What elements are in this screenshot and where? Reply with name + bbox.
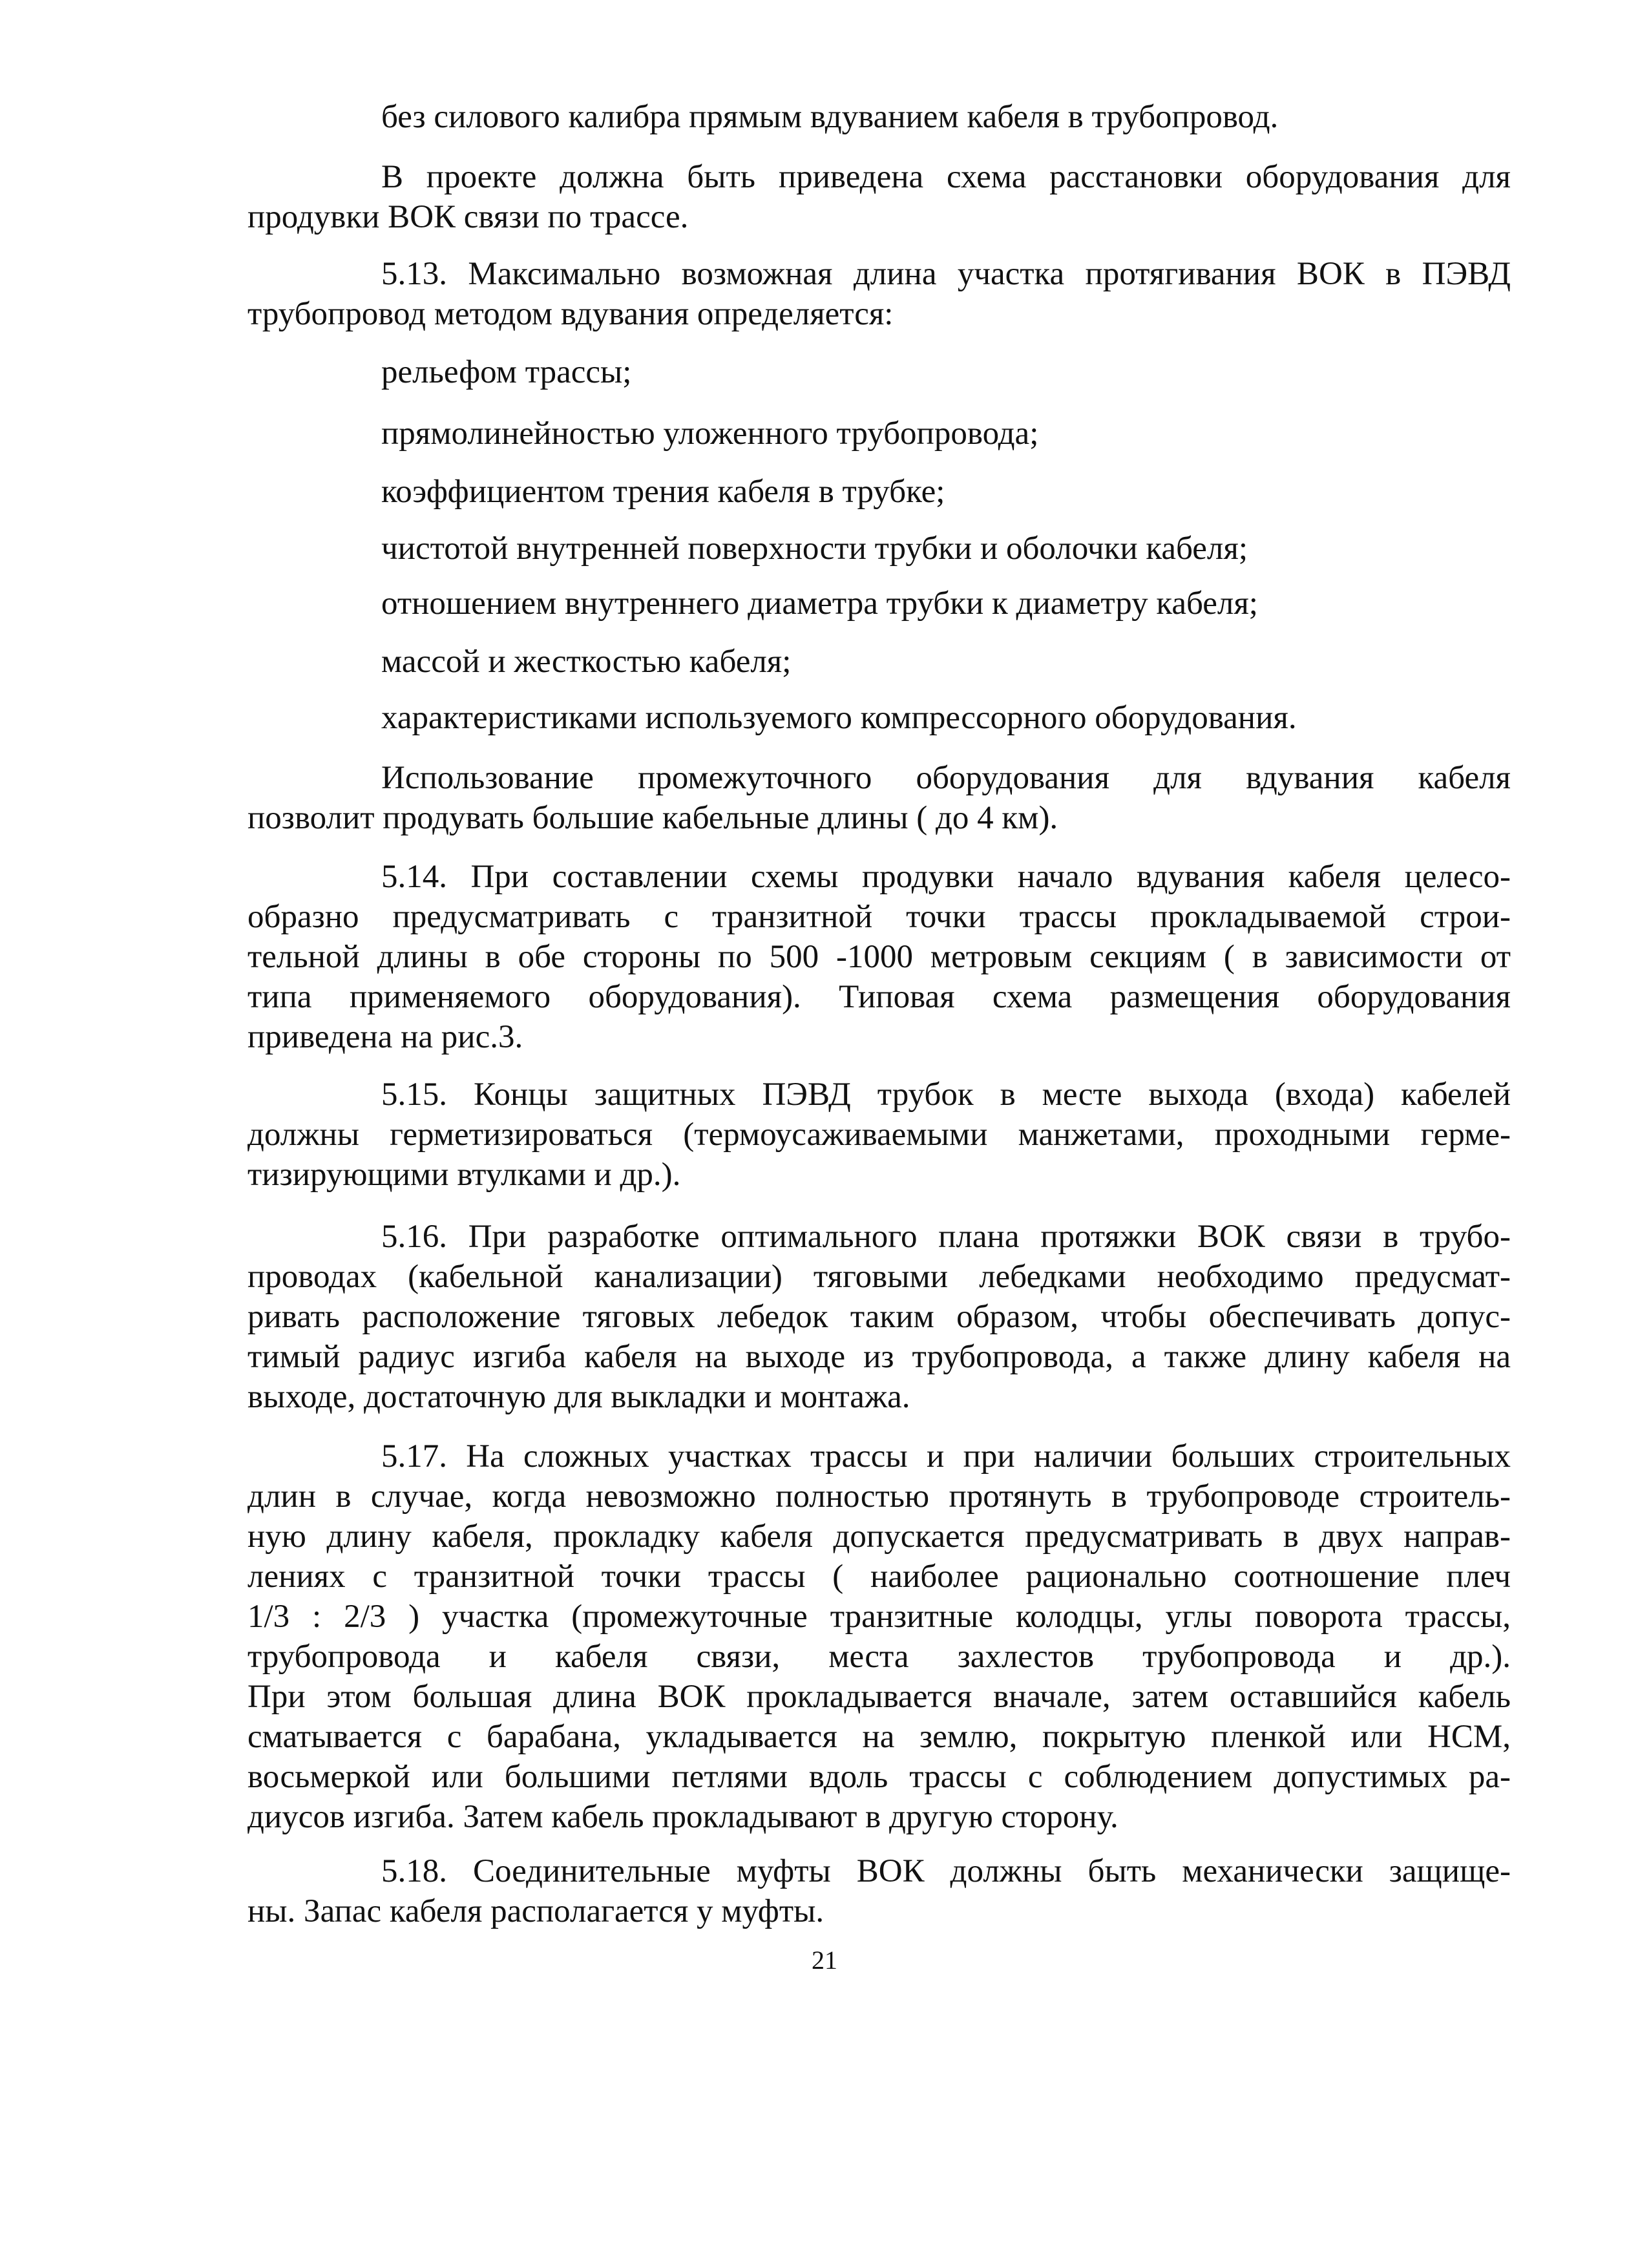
text-line: выходе, достаточную для выкладки и монтажа. (247, 1379, 910, 1415)
paragraph-intermediate (247, 758, 1511, 838)
text-line: 1/3 : 2/3 ) участка (промежуточные транзитные колодцы, углы поворота трассы, (247, 1599, 1511, 1635)
text-line: диусов изгиба. Затем кабель прокладывают в другую сторону. (247, 1799, 1119, 1835)
text-line: образно предусматривать с транзитной точки трассы прокладываемой строи- (247, 899, 1511, 935)
list-item: коэффициентом трения кабеля в трубке; (381, 474, 945, 510)
text-line: 5.17. На сложных участках трассы и при наличии больших строительных (381, 1438, 1511, 1475)
text-line: длин в случае, когда невозможно полностью протянуть в трубопроводе строитель- (247, 1478, 1511, 1515)
text-line: В проекте должна быть приведена схема расстановки оборудования для (381, 159, 1511, 195)
text-line: Использование промежуточного оборудования для вдувания кабеля (381, 760, 1511, 796)
section-5-13 (247, 254, 1511, 334)
text-line: лениях с транзитной точки трассы ( наиболее рационально соотношение плеч (247, 1559, 1511, 1595)
paragraph-scheme (247, 157, 1511, 237)
list-item: рельефом трассы; (381, 354, 632, 390)
list-item: отношением внутреннего диаметра трубки к диаметру кабеля; (381, 585, 1258, 622)
section-5-14 (247, 857, 1511, 1057)
text-line: типа применяемого оборудования). Типовая схема размещения оборудования (247, 979, 1511, 1015)
page-number: 21 (812, 1946, 837, 1975)
section-5-17 (247, 1436, 1511, 1837)
text-line: тельной длины в обе стороны по 500 -1000 метровым секциям ( в зависимости от (247, 939, 1511, 975)
text-line: продувки ВОК связи по трассе. (247, 199, 689, 235)
text-line: 5.13. Максимально возможная длина участка протягивания ВОК в ПЭВД (381, 256, 1511, 292)
text-line: 5.16. При разработке оптимального плана протяжки ВОК связи в трубо- (381, 1219, 1511, 1255)
text-line: ривать расположение тяговых лебедок таким образом, чтобы обеспечивать допус- (247, 1299, 1511, 1335)
text-line: восьмеркой или большими петлями вдоль трассы с соблюдением допустимых ра- (247, 1759, 1511, 1795)
text-line: приведена на рис.3. (247, 1019, 523, 1055)
section-5-15 (247, 1075, 1511, 1195)
text-line: трубопровода и кабеля связи, места захлестов трубопровода и др.). (247, 1639, 1511, 1675)
text-line: ную длину кабеля, прокладку кабеля допускается предусматривать в двух направ- (247, 1518, 1511, 1555)
section-5-16 (247, 1217, 1511, 1417)
text-line: проводах (кабельной канализации) тяговыми лебедками необходимо предусмат- (247, 1259, 1511, 1295)
text-line: должны герметизироваться (термоусаживаемыми манжетами, проходными герме- (247, 1117, 1511, 1153)
intro-paragraph (381, 97, 1415, 137)
text-line: 5.18. Соединительные муфты ВОК должны быть механически защище- (381, 1853, 1511, 1889)
text-line: 5.15. Концы защитных ПЭВД трубок в месте выхода (входа) кабелей (381, 1076, 1511, 1113)
text-line: тизирующими втулками и др.). (247, 1157, 681, 1193)
list-item: чистотой внутренней поверхности трубки и оболочки кабеля; (381, 530, 1248, 567)
text-line: ны. Запас кабеля располагается у муфты. (247, 1893, 824, 1929)
text-line: сматывается с барабана, укладывается на землю, покрытую пленкой или НСМ, (247, 1719, 1511, 1755)
list-item: прямолинейностью уложенного трубопровода; (381, 415, 1039, 452)
text-line: трубопровод методом вдувания определяется: (247, 296, 894, 332)
text-line: без силового калибра прямым вдуванием кабеля в трубопровод. (381, 99, 1279, 135)
list-item: характеристиками используемого компрессорного оборудования. (381, 700, 1297, 736)
section-5-18 (247, 1851, 1511, 1931)
list-item: массой и жесткостью кабеля; (381, 644, 792, 680)
text-line: тимый радиус изгиба кабеля на выходе из трубопровода, а также длину кабеля на (247, 1339, 1511, 1375)
text-line: При этом большая длина ВОК прокладывается вначале, затем оставшийся кабель (247, 1679, 1511, 1715)
text-line: 5.14. При составлении схемы продувки начало вдувания кабеля целесо- (381, 859, 1511, 895)
text-line: позволит продувать большие кабельные длины ( до 4 км). (247, 800, 1058, 836)
